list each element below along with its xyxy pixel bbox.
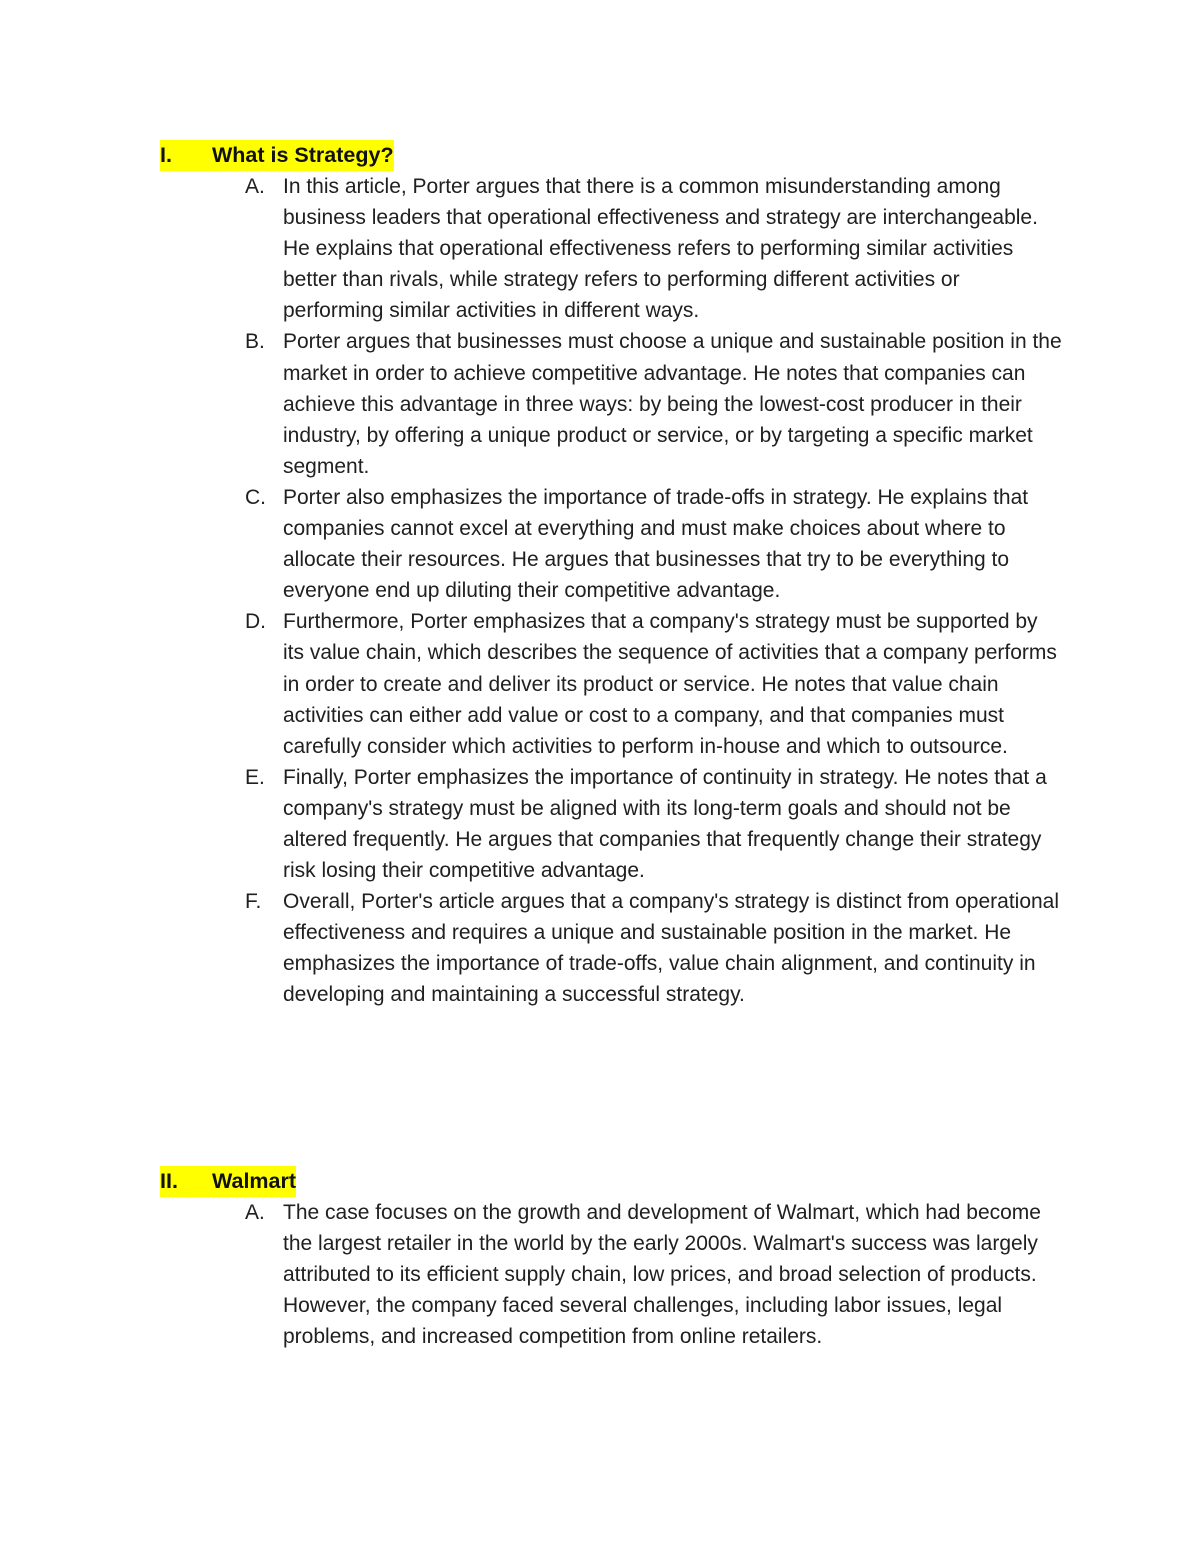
section-what-is-strategy (160, 140, 1080, 1011)
section-title: Walmart (212, 1166, 296, 1197)
item-label: F. (245, 890, 262, 914)
item-text: Overall, Porter's article argues that a company's strategy is distinct from operational effectiveness and requires a unique and sustainable position in the market. He emphasizes the importance of trade-offs, value chain alignment, and continuity in developing and maintaining a successful strategy. (283, 890, 1060, 1007)
item-text: In this article, Porter argues that there is a common misunderstanding among business leaders that operational effectiveness and strategy are interchangeable. He explains that operational effectiveness refers to performing similar activities better than rivals, while strategy refers to performing different activities or performing similar activities in different ways. (283, 175, 1038, 323)
section-items (160, 1197, 1080, 1352)
section-number: II. (160, 1166, 212, 1197)
item-text: Porter also emphasizes the importance of trade-offs in strategy. He explains that companies cannot excel at everything and must make choices about where to allocate their resources. He argues that businesses that try to be everything to everyone end up diluting their competitive advantage. (283, 485, 1029, 603)
item-text: Porter argues that businesses must choose a unique and sustainable position in the market in order to achieve competitive advantage. He notes that companies can achieve this advantage in three ways: by being the lowest-cost producer in their industry, by offering a unique product or service, or by targeting a specific market segment. (283, 330, 1062, 478)
item-label: D. (245, 610, 266, 634)
item-label: C. (245, 485, 266, 509)
list-item (160, 606, 1063, 761)
section-walmart (160, 1166, 1080, 1352)
item-text: Finally, Porter emphasizes the importance of continuity in strategy. He notes that a company's strategy must be aligned with its long-term goals and should not be altered frequently. He argues that companies that frequently change their strategy risk losing their competitive advantage. (283, 765, 1047, 883)
list-item (160, 1197, 1063, 1352)
list-item (160, 886, 1063, 1010)
list-item (160, 482, 1063, 606)
section-items (160, 171, 1080, 1011)
item-label: A. (245, 1201, 265, 1224)
item-label: E. (245, 765, 265, 789)
item-label: A. (245, 175, 265, 198)
section-heading (160, 140, 1080, 171)
section-title: What is Strategy? (212, 140, 394, 171)
item-text: Furthermore, Porter emphasizes that a company's strategy must be supported by its value chain, which describes the sequence of activities that a company performs in order to create and deliver its product or service. He notes that value chain activities can either add value or cost to a company, and that companies must carefully consider which activities to perform in-house and which to outsource. (283, 610, 1057, 758)
section-heading (160, 1166, 1080, 1197)
list-item (160, 171, 1063, 326)
item-text: The case focuses on the growth and development of Walmart, which had become the largest retailer in the world by the early 2000s. Walmart's success was largely attributed to its efficient supply chain, low prices, and broad selection of products. However, the company faced several challenges, including labor issues, legal problems, and increased competition from online retailers. (283, 1201, 1041, 1349)
list-item (160, 762, 1063, 886)
section-number: I. (160, 140, 212, 171)
item-label: B. (245, 330, 265, 354)
list-item (160, 326, 1063, 481)
